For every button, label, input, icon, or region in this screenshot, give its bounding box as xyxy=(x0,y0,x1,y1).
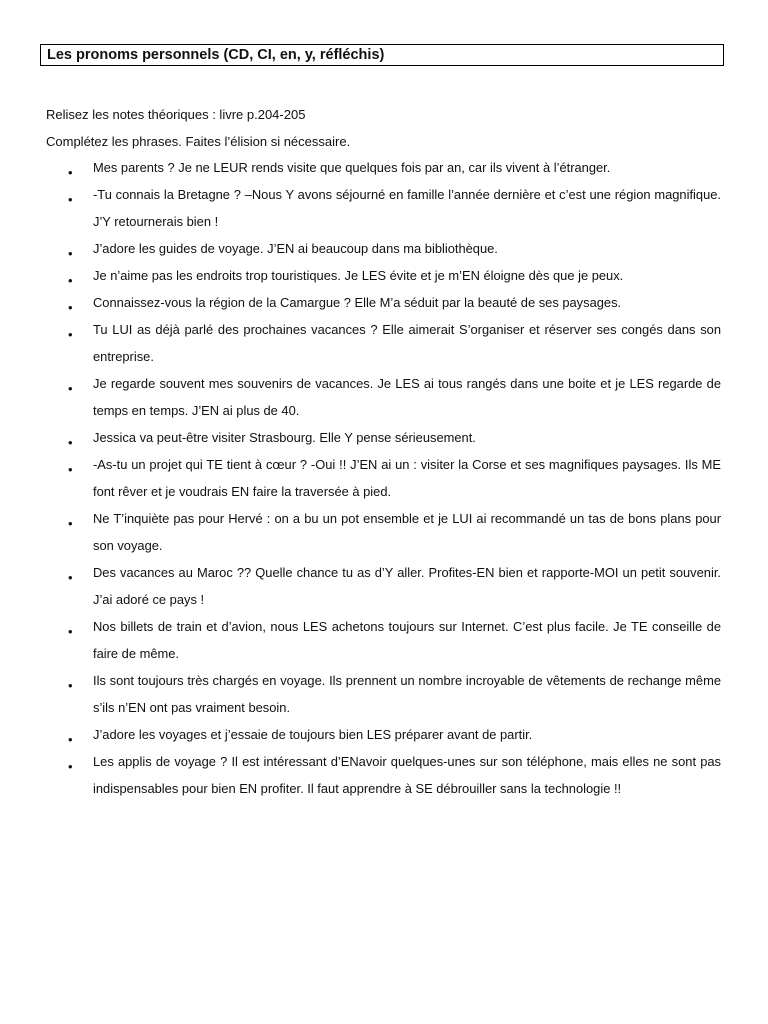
exercise-sentence: Jessica va peut-être visiter Strasbourg. Elle Y pense sérieusement. xyxy=(93,430,476,445)
exercise-item xyxy=(0,451,768,505)
bullet-icon: • xyxy=(68,381,73,396)
bullet-icon: • xyxy=(68,165,73,180)
bullet-icon: • xyxy=(68,273,73,288)
exercise-sentence: Connaissez-vous la région de la Camargue ? Elle M’a séduit par la beauté de ses paysages. xyxy=(93,295,622,310)
exercise-item xyxy=(0,370,768,424)
bullet-icon: • xyxy=(68,246,73,261)
exercise-sentence: Ils sont toujours très chargés en voyage. Ils prennent un nombre incroyable de vêtements de rechange même s’ils n’EN ont pas vraiment besoin. xyxy=(93,673,721,715)
bullet-icon: • xyxy=(68,462,73,477)
bullet-icon: • xyxy=(68,327,73,342)
exercise-item xyxy=(0,289,768,316)
exercise-list xyxy=(0,154,768,802)
exercise-item xyxy=(0,181,768,235)
bullet-icon: • xyxy=(68,300,73,315)
exercise-sentence: -As-tu un projet qui TE tient à cœur ? -Oui !! J’EN ai un : visiter la Corse et ses magnifiques paysages. Ils ME font rêver et je voudrais EN faire la traversée à pied. xyxy=(93,457,721,499)
exercise-item xyxy=(0,559,768,613)
exercise-item xyxy=(0,667,768,721)
exercise-item xyxy=(0,613,768,667)
title-box xyxy=(40,44,724,66)
exercise-sentence: Les applis de voyage ? Il est intéressant d’ENavoir quelques-unes sur son téléphone, mais elles ne sont pas indispensables pour bien EN profiter. Il faut apprendre à SE débrouiller sans la technologie !! xyxy=(93,754,721,796)
exercise-item xyxy=(0,505,768,559)
exercise-item xyxy=(0,316,768,370)
bullet-icon: • xyxy=(68,435,73,450)
exercise-sentence: Tu LUI as déjà parlé des prochaines vacances ? Elle aimerait S’organiser et réserver ses congés dans son entreprise. xyxy=(93,322,721,364)
bullet-icon: • xyxy=(68,570,73,585)
exercise-sentence: Ne T’inquiète pas pour Hervé : on a bu un pot ensemble et je LUI ai recommandé un tas de bons plans pour son voyage. xyxy=(93,511,721,553)
exercise-item xyxy=(0,424,768,451)
bullet-icon: • xyxy=(68,624,73,639)
bullet-icon: • xyxy=(68,516,73,531)
exercise-sentence: -Tu connais la Bretagne ? –Nous Y avons séjourné en famille l’année dernière et c’est une région magnifique. J’Y retournerais bien ! xyxy=(93,187,721,229)
exercise-item xyxy=(0,262,768,289)
bullet-icon: • xyxy=(68,192,73,207)
bullet-icon: • xyxy=(68,678,73,693)
instruction-reference: Relisez les notes théoriques : livre p.204-205 xyxy=(46,107,306,122)
exercise-sentence: J’adore les guides de voyage. J’EN ai beaucoup dans ma bibliothèque. xyxy=(93,241,498,256)
exercise-item xyxy=(0,235,768,262)
exercise-item xyxy=(0,748,768,802)
exercise-sentence: Mes parents ? Je ne LEUR rends visite que quelques fois par an, car ils vivent à l’étranger. xyxy=(93,160,611,175)
exercise-item xyxy=(0,721,768,748)
exercise-sentence: J’adore les voyages et j’essaie de toujours bien LES préparer avant de partir. xyxy=(93,727,533,742)
exercise-item xyxy=(0,154,768,181)
instruction-complete: Complétez les phrases. Faites l’élision si nécessaire. xyxy=(46,134,351,149)
page-title: Les pronoms personnels (CD, CI, en, y, réfléchis) xyxy=(47,47,385,63)
exercise-sentence: Je n’aime pas les endroits trop touristiques. Je LES évite et je m’EN éloigne dès que je peux. xyxy=(93,268,624,283)
exercise-sentence: Je regarde souvent mes souvenirs de vacances. Je LES ai tous rangés dans une boite et je LES regarde de temps en temps. J’EN ai plus de 40. xyxy=(93,376,721,418)
bullet-icon: • xyxy=(68,759,73,774)
exercise-sentence: Des vacances au Maroc ?? Quelle chance tu as d’Y aller. Profites-EN bien et rapporte-MOI un petit souvenir. J’ai adoré ce pays ! xyxy=(93,565,721,607)
exercise-sentence: Nos billets de train et d’avion, nous LES achetons toujours sur Internet. C’est plus facile. Je TE conseille de faire de même. xyxy=(93,619,721,661)
bullet-icon: • xyxy=(68,732,73,747)
